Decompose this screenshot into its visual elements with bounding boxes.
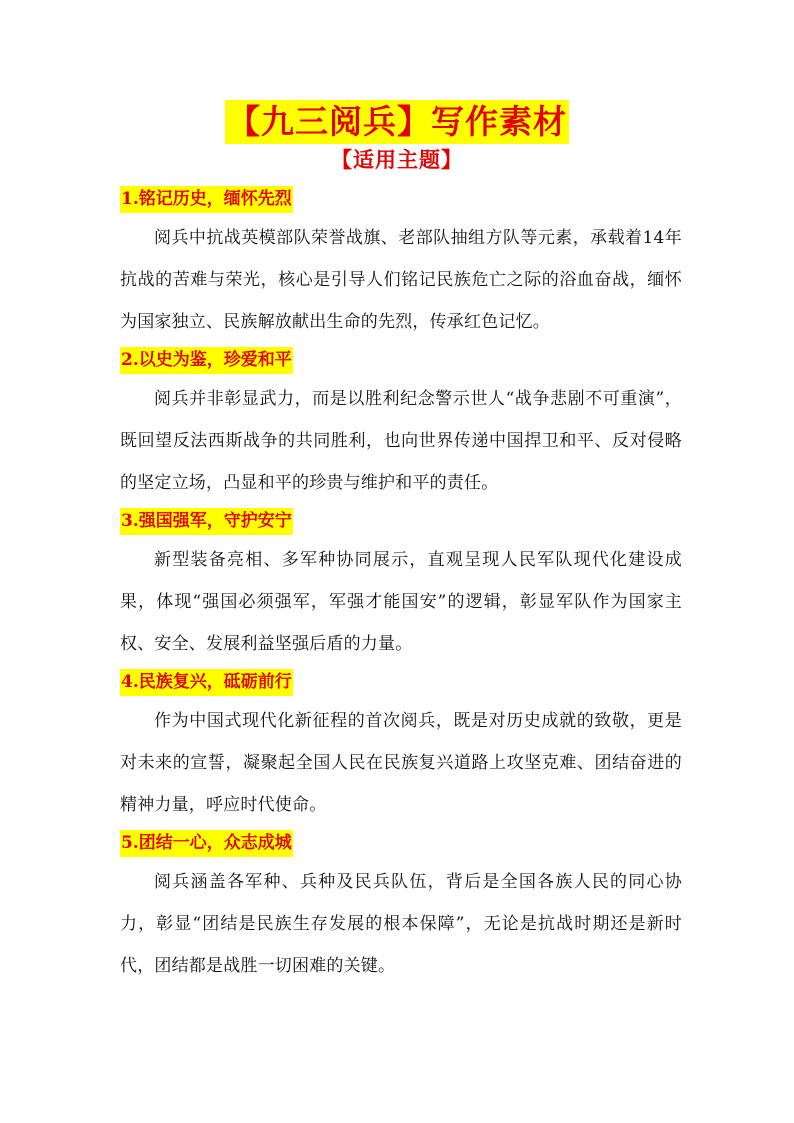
section-body: 新型装备亮相、多军种协同展示，直观呈现人民军队现代化建设成果，体现“强国必须强军，军强才能国安”的逻辑，彰显军队作为国家主权、安全、发展利益坚强后盾的力量。 — [120, 550, 682, 654]
section-body: 阅兵涵盖各军种、兵种及民兵队伍，背后是全国各族人民的同心协力，彰显“团结是民族生存发展的根本保障”，无论是抗战时期还是新时代，团结都是战胜一切困难的关键。 — [120, 872, 682, 976]
section-4 — [120, 669, 682, 826]
section-5 — [120, 830, 682, 987]
page-title: 【九三阅兵】写作素材 — [225, 100, 569, 144]
subtitle-container — [0, 146, 794, 174]
section-2 — [120, 347, 682, 504]
section-1 — [120, 186, 682, 343]
title-container — [0, 100, 794, 144]
document-content — [120, 186, 682, 991]
page-subtitle: 【适用主题】 — [331, 147, 463, 172]
section-heading: 2.以史为鉴，珍爱和平 — [120, 347, 293, 374]
section-body: 阅兵并非彰显武力，而是以胜利纪念警示世人“战争悲剧不可重演”，既回望反法西斯战争的共同胜利，也向世界传递中国捍卫和平、反对侵略的坚定立场，凸显和平的珍贵与维护和平的责任。 — [120, 389, 682, 493]
section-body: 作为中国式现代化新征程的首次阅兵，既是对历史成就的致敬，更是对未来的宣誓，凝聚起全国人民在民族复兴道路上攻坚克难、团结奋进的精神力量，呼应时代使命。 — [120, 711, 682, 815]
section-heading: 4.民族复兴，砥砺前行 — [120, 669, 293, 696]
section-body: 阅兵中抗战英模部队荣誉战旗、老部队抽组方队等元素，承载着14年抗战的苦难与荣光，核心是引导人们铭记民族危亡之际的浴血奋战，缅怀为国家独立、民族解放献出生命的先烈，传承红色记忆。 — [120, 228, 682, 332]
section-3 — [120, 508, 682, 665]
section-heading: 5.团结一心，众志成城 — [120, 830, 293, 857]
section-heading: 3.强国强军，守护安宁 — [120, 508, 293, 535]
section-heading: 1.铭记历史，缅怀先烈 — [120, 186, 293, 213]
